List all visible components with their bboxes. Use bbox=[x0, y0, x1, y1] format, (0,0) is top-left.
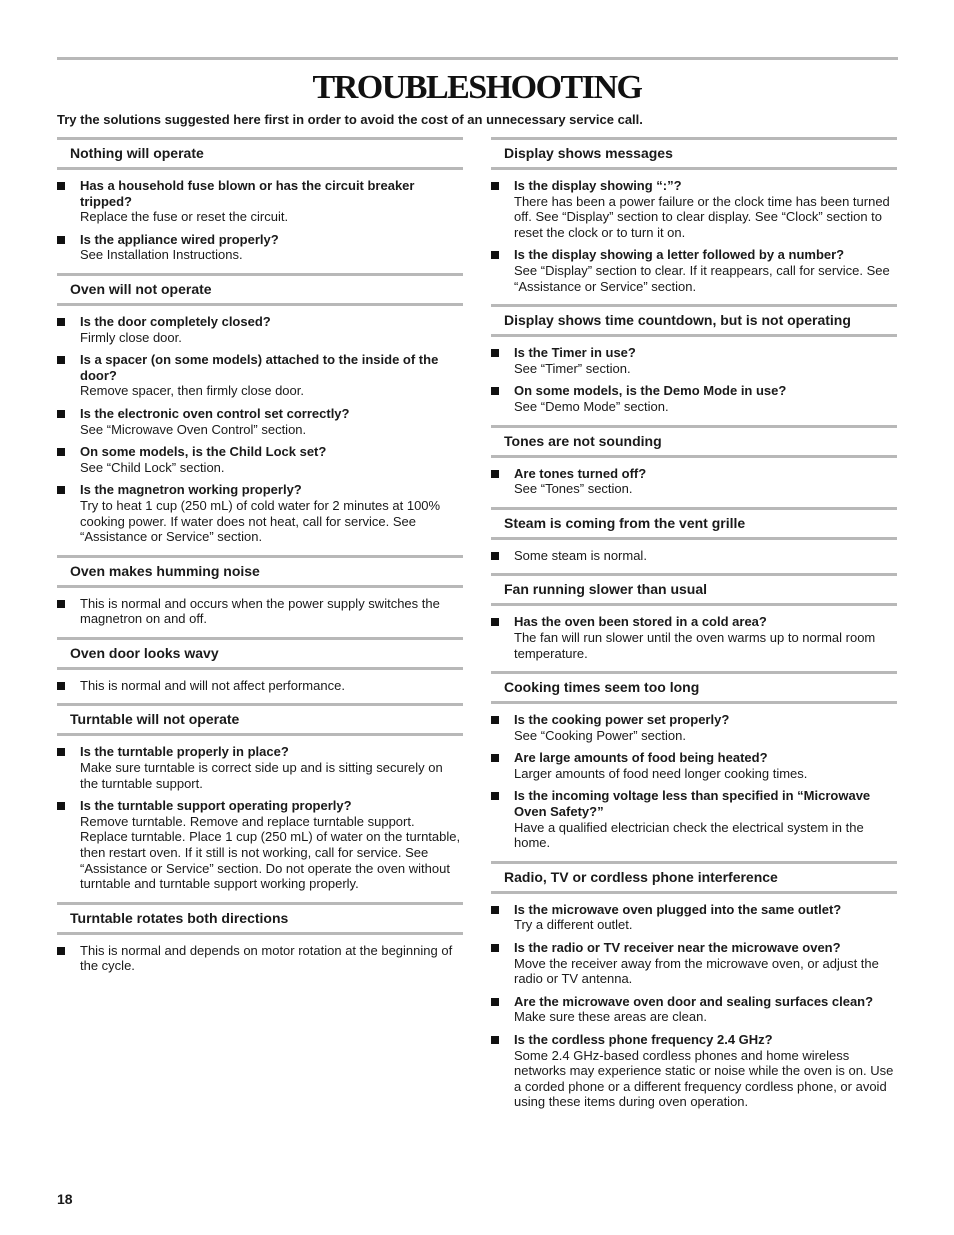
item-question: Are tones turned off? bbox=[514, 465, 647, 481]
list-item bbox=[57, 352, 463, 399]
item-answer: See “Child Lock” section. bbox=[80, 459, 225, 475]
list-item bbox=[491, 178, 897, 240]
square-bullet-icon bbox=[491, 470, 499, 478]
item-answer: Make sure turntable is correct side up and is sitting securely on the turntable support. bbox=[80, 760, 443, 791]
item-answer: Try a different outlet. bbox=[514, 917, 633, 933]
square-bullet-icon bbox=[57, 448, 65, 456]
section-heading: Fan running slower than usual bbox=[491, 573, 897, 606]
list-item bbox=[491, 247, 897, 294]
item-answer: See “Demo Mode” section. bbox=[514, 398, 669, 414]
item-question: Is the microwave oven plugged into the same outlet? bbox=[514, 901, 842, 917]
section-items bbox=[491, 337, 897, 414]
square-bullet-icon bbox=[57, 318, 65, 326]
item-answer: See “Tones” section. bbox=[514, 481, 633, 497]
square-bullet-icon bbox=[491, 618, 499, 626]
section-items bbox=[57, 170, 463, 263]
section-items bbox=[57, 306, 463, 545]
square-bullet-icon bbox=[491, 251, 499, 259]
item-question: Is the radio or TV receiver near the microwave oven? bbox=[514, 940, 841, 956]
list-item bbox=[57, 406, 463, 437]
item-question: On some models, is the Demo Mode in use? bbox=[514, 383, 787, 399]
item-answer: Firmly close door. bbox=[80, 329, 182, 345]
item-answer: Move the receiver away from the microwave oven, or adjust the radio or TV antenna. bbox=[514, 955, 879, 987]
list-item bbox=[57, 178, 463, 225]
item-question: On some models, is the Child Lock set? bbox=[80, 444, 327, 460]
list-item bbox=[57, 232, 463, 263]
item-question: Is the turntable properly in place? bbox=[80, 744, 289, 760]
section-heading: Turntable will not operate bbox=[57, 703, 463, 736]
item-answer: See “Display” section to clear. If it reappears, call for service. See “Assistance or Service” section. bbox=[514, 262, 890, 294]
square-bullet-icon bbox=[491, 552, 499, 560]
item-answer: Remove spacer, then firmly close door. bbox=[80, 383, 304, 399]
section-heading: Tones are not sounding bbox=[491, 425, 897, 458]
section-items bbox=[57, 736, 463, 891]
section-items bbox=[57, 670, 463, 694]
list-item bbox=[491, 383, 897, 414]
section-items bbox=[491, 540, 897, 564]
list-item bbox=[57, 678, 463, 694]
item-question: Is the electronic oven control set correctly? bbox=[80, 405, 350, 421]
item-answer: Larger amounts of food need longer cooking times. bbox=[514, 765, 808, 781]
troubleshooting-section bbox=[491, 507, 897, 564]
item-answer: Remove turntable. Remove and replace turntable support. Replace turntable. Place 1 cup (250 mL) of water on the turntable, then restart oven. If it still is not working, call for service. See “Assistance or Service” section. Do not operate the oven without turntable and turntable support working properly. bbox=[80, 813, 461, 892]
item-question: Is the cordless phone frequency 2.4 GHz? bbox=[514, 1032, 773, 1047]
section-items bbox=[57, 935, 463, 974]
section-items bbox=[491, 606, 897, 661]
section-heading: Display shows messages bbox=[491, 137, 897, 170]
square-bullet-icon bbox=[491, 998, 499, 1006]
list-item bbox=[491, 1032, 897, 1110]
item-answer: Some 2.4 GHz-based cordless phones and home wireless networks may experience static or noise while the oven is on. Use a corded phone or a different frequency cordless phone, or avoid using these items during oven operation. bbox=[514, 1047, 894, 1110]
item-question: Is the Timer in use? bbox=[514, 345, 636, 361]
list-item bbox=[57, 798, 463, 892]
square-bullet-icon bbox=[491, 182, 499, 190]
troubleshooting-section bbox=[57, 137, 463, 263]
item-answer: There has been a power failure or the clock time has been turned off. See “Display” section to clear display. See “Clock” section to reset the clock or to turn it on. bbox=[514, 193, 890, 240]
section-items bbox=[491, 458, 897, 497]
list-item bbox=[491, 712, 897, 743]
section-heading: Nothing will operate bbox=[57, 137, 463, 170]
section-heading: Radio, TV or cordless phone interference bbox=[491, 861, 897, 894]
list-item bbox=[491, 788, 897, 850]
square-bullet-icon bbox=[57, 802, 65, 810]
item-question: Is the magnetron working properly? bbox=[80, 482, 302, 498]
item-question: Is the display showing “:”? bbox=[514, 178, 682, 193]
list-item bbox=[57, 444, 463, 475]
item-answer: See “Cooking Power” section. bbox=[514, 727, 686, 743]
square-bullet-icon bbox=[491, 349, 499, 357]
square-bullet-icon bbox=[57, 236, 65, 244]
square-bullet-icon bbox=[57, 410, 65, 418]
square-bullet-icon bbox=[57, 486, 65, 494]
list-item bbox=[57, 943, 463, 974]
section-items bbox=[491, 170, 897, 294]
item-question: Is the incoming voltage less than specified in “Microwave Oven Safety?” bbox=[514, 788, 871, 820]
item-question: Is the door completely closed? bbox=[80, 313, 271, 329]
square-bullet-icon bbox=[491, 716, 499, 724]
item-answer: This is normal and will not affect performance. bbox=[80, 677, 345, 693]
item-answer: See “Microwave Oven Control” section. bbox=[80, 421, 307, 437]
square-bullet-icon bbox=[57, 947, 65, 955]
item-question: Is the appliance wired properly? bbox=[80, 231, 279, 247]
item-question: Is the cooking power set properly? bbox=[514, 712, 730, 728]
section-heading: Oven door looks wavy bbox=[57, 637, 463, 670]
section-heading: Cooking times seem too long bbox=[491, 671, 897, 704]
item-answer: Have a qualified electrician check the electrical system in the home. bbox=[514, 819, 864, 851]
list-item bbox=[491, 466, 897, 497]
section-heading: Oven will not operate bbox=[57, 273, 463, 306]
section-heading: Oven makes humming noise bbox=[57, 555, 463, 588]
item-answer: See Installation Instructions. bbox=[80, 247, 243, 263]
section-heading: Steam is coming from the vent grille bbox=[491, 507, 897, 540]
square-bullet-icon bbox=[491, 1036, 499, 1044]
list-item bbox=[491, 902, 897, 933]
section-heading: Display shows time countdown, but is not operating bbox=[491, 304, 897, 337]
troubleshooting-section bbox=[491, 861, 897, 1110]
list-item bbox=[57, 482, 463, 544]
troubleshooting-section bbox=[491, 304, 897, 414]
list-item bbox=[491, 614, 897, 661]
list-item bbox=[57, 744, 463, 791]
item-answer: This is normal and occurs when the power supply switches the magnetron on and off. bbox=[80, 595, 440, 627]
section-heading: Turntable rotates both directions bbox=[57, 902, 463, 935]
square-bullet-icon bbox=[57, 356, 65, 364]
list-item bbox=[57, 314, 463, 345]
item-answer: The fan will run slower until the oven warms up to normal room temperature. bbox=[514, 629, 876, 661]
troubleshooting-section bbox=[491, 671, 897, 851]
list-item bbox=[491, 345, 897, 376]
list-item bbox=[491, 750, 897, 781]
item-question: Has a household fuse blown or has the circuit breaker tripped? bbox=[80, 178, 415, 209]
square-bullet-icon bbox=[491, 944, 499, 952]
item-question: Has the oven been stored in a cold area? bbox=[514, 614, 767, 630]
item-question: Are the microwave oven door and sealing surfaces clean? bbox=[514, 993, 874, 1009]
square-bullet-icon bbox=[491, 387, 499, 395]
intro-text: Try the solutions suggested here first in order to avoid the cost of an unnecessary service call. bbox=[57, 112, 643, 127]
item-answer: Some steam is normal. bbox=[514, 547, 647, 563]
troubleshooting-section bbox=[491, 425, 897, 497]
troubleshooting-section bbox=[57, 555, 463, 627]
page-title: TROUBLESHOOTING bbox=[312, 69, 642, 106]
left-column bbox=[57, 137, 463, 984]
troubleshooting-section bbox=[57, 637, 463, 694]
list-item bbox=[491, 994, 897, 1025]
right-column bbox=[491, 137, 897, 1120]
item-answer: This is normal and depends on motor rotation at the beginning of the cycle. bbox=[80, 942, 453, 974]
troubleshooting-section bbox=[57, 902, 463, 974]
square-bullet-icon bbox=[491, 792, 499, 800]
square-bullet-icon bbox=[491, 754, 499, 762]
square-bullet-icon bbox=[57, 182, 65, 190]
list-item bbox=[491, 940, 897, 987]
list-item bbox=[491, 548, 897, 564]
item-question: Is the turntable support operating properly? bbox=[80, 798, 352, 814]
troubleshooting-section bbox=[491, 573, 897, 661]
square-bullet-icon bbox=[57, 600, 65, 608]
item-answer: See “Timer” section. bbox=[514, 360, 631, 376]
item-question: Are large amounts of food being heated? bbox=[514, 750, 768, 766]
square-bullet-icon bbox=[57, 682, 65, 690]
item-answer: Make sure these areas are clean. bbox=[514, 1009, 707, 1025]
item-answer: Replace the fuse or reset the circuit. bbox=[80, 209, 289, 225]
page-number: 18 bbox=[57, 1191, 73, 1207]
item-question: Is the display showing a letter followed by a number? bbox=[514, 247, 845, 263]
troubleshooting-section bbox=[57, 703, 463, 891]
troubleshooting-section bbox=[57, 273, 463, 545]
square-bullet-icon bbox=[491, 906, 499, 914]
section-items bbox=[57, 588, 463, 627]
troubleshooting-section bbox=[491, 137, 897, 294]
list-item bbox=[57, 596, 463, 627]
square-bullet-icon bbox=[57, 748, 65, 756]
top-rule bbox=[57, 57, 898, 60]
section-items bbox=[491, 894, 897, 1110]
item-answer: Try to heat 1 cup (250 mL) of cold water for 2 minutes at 100% cooking power. If water does not heat, call for service. See “Assistance or Service” section. bbox=[80, 497, 441, 545]
section-items bbox=[491, 704, 897, 851]
item-question: Is a spacer (on some models) attached to the inside of the door? bbox=[80, 352, 439, 383]
